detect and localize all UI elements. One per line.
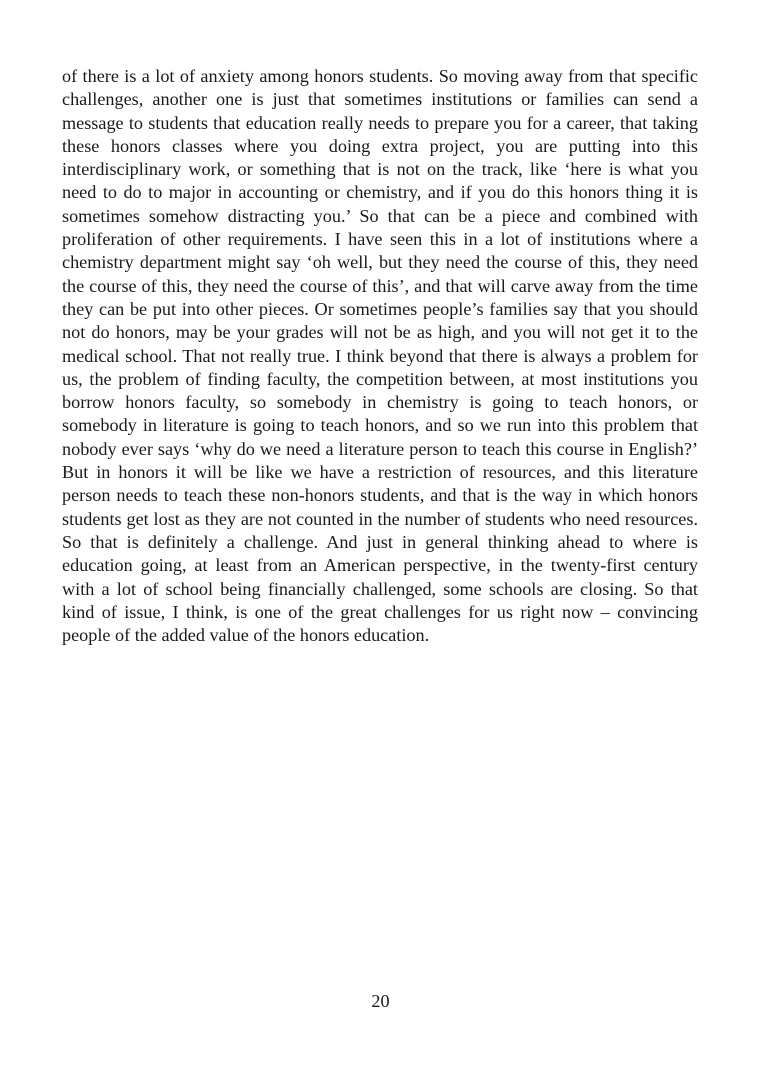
page-number: 20 — [371, 991, 390, 1011]
body-paragraph: of there is a lot of anxiety among honors students. So moving away from that specific challenges, another one is just that sometimes institutions or families can send a message to students that education really needs to prepare you for a career, that taking these honors classes where you doing extra project, you are putting into this interdisciplinary work, or something that is not on the track, like ‘here is what you need to do to major in accounting or chemistry, and if you do this honors thing it is sometimes somehow distracting you.’ So that can be a piece and combined with proliferation of other requirements. I have seen this in a lot of institutions where a chemistry department might say ‘oh well, but they need the course of this, they need the course of this, they need the course of this’, and that will carve away from the time they can be put into other pieces. Or sometimes people’s families say that you should not do honors, may be your grades will not be as high, and you will not get it to the medical school. That not really true. I think beyond that there is always a problem for us, the problem of finding faculty, the competition between, at most institutions you borrow honors faculty, so somebody in chemistry is going to teach honors, or somebody in literature is going to teach honors, and so we run into this problem that nobody ever says ‘why do we need a literature person to teach this course in English?’ But in honors it will be like we have a restriction of resources, and this literature person needs to teach these non-honors students, and that is the way in which honors students get lost as they are not counted in the number of students who need resources. So that is definitely a challenge. And just in general thinking ahead to where is education going, at least from an American perspective, in the twenty-first century with a lot of school being financially challenged, some schools are closing. So that kind of issue, I think, is one of the great challenges for us right now – convincing people of the added value of the honors education. — [62, 66, 698, 646]
